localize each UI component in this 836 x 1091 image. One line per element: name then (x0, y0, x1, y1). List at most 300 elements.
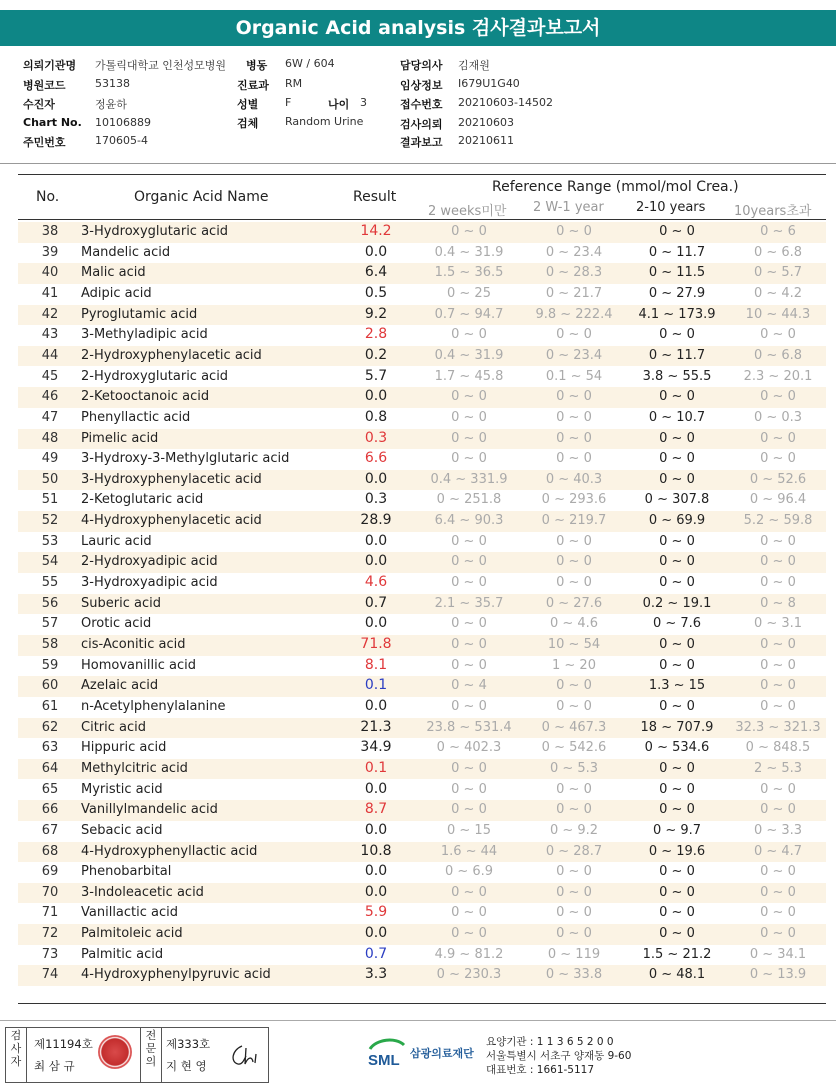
result-value: 0.0 (364, 615, 388, 632)
ref-range-10y: 0 ~ 0 (760, 451, 796, 467)
table-row (18, 842, 826, 863)
row-number: 71 (41, 905, 59, 921)
ref-range-2weeks: 1.5 ~ 36.5 (434, 265, 504, 281)
table-row (18, 945, 826, 966)
ref-range-2-10y: 0 ~ 0 (659, 905, 695, 921)
examinee-value: 정윤하 (95, 98, 127, 111)
ref-range-2-10y: 0 ~ 0 (659, 657, 695, 673)
ref-range-2-10y: 0 ~ 534.6 (644, 740, 710, 756)
result-value: 0.0 (364, 883, 388, 900)
ref-range-2weeks: 0 ~ 251.8 (436, 492, 502, 508)
acid-name: 3-Indoleacetic acid (81, 884, 204, 900)
row-number: 39 (41, 244, 59, 260)
row-number: 74 (41, 967, 59, 983)
ref-range-10y: 0 ~ 0 (760, 327, 796, 343)
table-row (18, 614, 826, 635)
row-number: 69 (41, 864, 59, 880)
chart-value: 10106889 (95, 116, 151, 129)
ref-range-10y: 0 ~ 0 (760, 864, 796, 880)
table-row (18, 305, 826, 326)
ref-range-2weeks: 0 ~ 0 (451, 451, 487, 467)
table-row (18, 821, 826, 842)
org-details (486, 1035, 631, 1077)
ref-range-2weeks: 2.1 ~ 35.7 (434, 595, 504, 611)
acid-name: Citric acid (81, 719, 146, 735)
ref-range-2-10y: 0 ~ 0 (659, 430, 695, 446)
ref-range-2-10y: 0 ~ 0 (659, 760, 695, 776)
acid-name: 4-Hydroxyphenylpyruvic acid (81, 967, 271, 983)
ref-range-2-10y: 0 ~ 0 (659, 575, 695, 591)
ref-range-2weeks: 0 ~ 0 (451, 430, 487, 446)
acid-name: 3-Hydroxyadipic acid (81, 575, 218, 591)
acid-name: Adipic acid (81, 285, 152, 301)
ref-range-10y: 10 ~ 44.3 (745, 306, 811, 322)
result-value: 9.2 (364, 305, 388, 322)
row-number: 61 (41, 698, 59, 714)
table-row (18, 346, 826, 367)
result-value: 0.0 (364, 925, 388, 942)
ref-range-2weeks: 0 ~ 0 (451, 905, 487, 921)
row-number: 48 (41, 430, 59, 446)
hospital-code-value: 53138 (95, 77, 130, 90)
ref-range-2w-1y: 1 ~ 20 (552, 657, 596, 673)
ref-range-2w-1y: 10 ~ 54 (547, 637, 601, 652)
acid-name: Lauric acid (81, 533, 152, 549)
table-row (18, 697, 826, 718)
ref-range-2-10y: 0 ~ 10.7 (648, 409, 706, 425)
ref-range-2-10y: 0 ~ 11.7 (648, 244, 706, 260)
institution-value: 가톨릭대학교 인천성모병원 (95, 59, 227, 72)
row-number: 59 (41, 657, 59, 673)
result-value: 5.9 (364, 904, 388, 921)
table-row (18, 759, 826, 780)
ref-range-10y: 0 ~ 0 (760, 533, 796, 549)
result-value: 0.3 (364, 491, 388, 508)
org-phone: 대표번호 : 1661-5117 (486, 1064, 595, 1076)
row-number: 52 (41, 513, 59, 529)
specialist-name: 지 현 영 (166, 1059, 207, 1073)
institution-label: 의뢰기관명 (23, 59, 77, 72)
ref-range-2weeks: 0 ~ 15 (447, 822, 491, 838)
ref-range-10y: 0 ~ 0 (760, 802, 796, 818)
acid-name: Sebacic acid (81, 822, 163, 838)
ref-range-2weeks: 0 ~ 0 (451, 657, 487, 673)
ref-range-2w-1y: 0 ~ 0 (556, 224, 592, 239)
ref-range-2weeks: 1.6 ~ 44 (440, 843, 498, 859)
age-label: 나이 (328, 98, 350, 111)
row-number: 49 (41, 451, 59, 467)
result-value: 0.7 (364, 594, 388, 611)
ref-range-10y: 0 ~ 52.6 (749, 471, 807, 487)
row-number: 50 (41, 471, 59, 487)
ref-range-2w-1y: 0 ~ 5.3 (549, 760, 599, 776)
acid-name: Homovanillic acid (81, 657, 196, 673)
ref-range-10y: 0 ~ 0 (760, 698, 796, 714)
examiner-label-text: 검사자 (10, 1029, 22, 1068)
ref-range-2w-1y: 9.8 ~ 222.4 (535, 306, 613, 322)
examiner-label (6, 1028, 27, 1083)
result-value: 0.0 (364, 697, 388, 714)
ref-range-2w-1y: 0 ~ 0 (556, 554, 592, 570)
report-title: Organic Acid analysis 검사결과보고서 (235, 17, 601, 39)
acid-name: cis-Aconitic acid (81, 637, 186, 652)
acid-name: 2-Ketoglutaric acid (81, 492, 204, 508)
acid-name: Pimelic acid (81, 430, 159, 446)
col-result-header: Result (353, 189, 397, 205)
result-value: 0.2 (364, 346, 388, 363)
ref-range-10y: 2.3 ~ 20.1 (743, 368, 813, 384)
ref-range-2w-1y: 0 ~ 219.7 (541, 513, 607, 529)
result-value: 0.0 (364, 470, 388, 487)
ward-value: 6W / 604 (285, 57, 335, 70)
ref-range-10y: 0 ~ 8 (760, 595, 796, 611)
ref-range-10y: 0 ~ 96.4 (749, 492, 807, 508)
result-value: 3.3 (364, 966, 388, 983)
ref-range-2weeks: 0 ~ 0 (451, 637, 487, 652)
result-value: 0.1 (364, 677, 388, 694)
row-number: 57 (41, 616, 59, 632)
examiner-number: 제11194호 (34, 1037, 93, 1051)
receipt-value: 20210603-14502 (458, 96, 553, 109)
ref-range-10y: 0 ~ 3.3 (753, 822, 803, 838)
clinical-value: I679U1G40 (458, 77, 520, 90)
ref-range-2-10y: 0.2 ~ 19.1 (642, 595, 712, 611)
result-value: 0.8 (364, 408, 388, 425)
row-number: 72 (41, 926, 59, 942)
ref-range-2w-1y: 0 ~ 0 (556, 698, 592, 714)
ref-range-2-10y: 0 ~ 9.7 (652, 822, 702, 838)
ref-range-2weeks: 0 ~ 402.3 (436, 740, 502, 756)
ref-col-2w-1y: 2 W-1 year (533, 200, 604, 215)
table-row (18, 408, 826, 429)
result-value: 0.1 (364, 759, 388, 776)
result-value: 6.4 (364, 264, 388, 281)
row-number: 70 (41, 884, 59, 900)
result-value: 6.6 (364, 450, 388, 467)
ref-range-2-10y: 0 ~ 0 (659, 554, 695, 570)
specialist-number: 제333호 (166, 1037, 211, 1051)
report-date-label: 결과보고 (400, 136, 443, 149)
ref-range-10y: 32.3 ~ 321.3 (735, 719, 821, 735)
row-number: 42 (41, 306, 59, 322)
ref-range-2-10y: 0 ~ 0 (659, 533, 695, 549)
ref-range-2weeks: 0.4 ~ 331.9 (430, 471, 508, 487)
ref-range-2w-1y: 0 ~ 0 (556, 905, 592, 921)
ref-range-2-10y: 0 ~ 11.7 (648, 347, 706, 363)
ref-range-2-10y: 0 ~ 27.9 (648, 285, 706, 301)
ref-range-2-10y: 0 ~ 0 (659, 802, 695, 818)
ref-range-2weeks: 0 ~ 4 (451, 678, 487, 694)
ref-range-2weeks: 0 ~ 0 (451, 575, 487, 591)
ref-range-10y: 0 ~ 3.1 (753, 616, 803, 632)
ref-range-2-10y: 3.8 ~ 55.5 (642, 368, 712, 384)
acid-name: Vanillylmandelic acid (81, 802, 218, 818)
ref-range-2-10y: 0 ~ 69.9 (648, 513, 706, 529)
ref-range-2w-1y: 0 ~ 0 (556, 389, 592, 405)
row-number: 41 (41, 285, 59, 301)
ref-range-10y: 0 ~ 0 (760, 554, 796, 570)
row-number: 47 (41, 409, 59, 425)
result-value: 0.0 (364, 863, 388, 880)
result-value: 8.7 (364, 801, 388, 818)
result-value: 0.3 (364, 429, 388, 446)
ref-range-2w-1y: 0 ~ 293.6 (541, 492, 607, 508)
ref-range-2-10y: 0 ~ 0 (659, 389, 695, 405)
ref-range-2w-1y: 0 ~ 0 (556, 451, 592, 467)
table-row (18, 222, 826, 243)
ref-range-2weeks: 0 ~ 0 (451, 926, 487, 942)
ref-range-10y: 0 ~ 0 (760, 657, 796, 673)
acid-name: n-Acetylphenylalanine (81, 698, 226, 714)
acid-name: 4-Hydroxyphenylacetic acid (81, 513, 262, 529)
acid-name: 4-Hydroxyphenyllactic acid (81, 843, 258, 859)
ref-range-2w-1y: 0 ~ 21.7 (545, 285, 603, 301)
ref-range-2weeks: 0 ~ 0 (451, 781, 487, 797)
ref-range-2-10y: 1.3 ~ 15 (648, 678, 706, 694)
acid-name: Phenobarbital (81, 864, 172, 880)
ref-range-2-10y: 1.5 ~ 21.2 (642, 946, 712, 962)
row-number: 45 (41, 368, 59, 384)
dept-value: RM (285, 77, 303, 90)
table-row (18, 924, 826, 945)
row-number: 68 (41, 843, 59, 859)
ref-range-2w-1y: 0 ~ 0 (556, 802, 592, 818)
ref-range-2-10y: 0 ~ 7.6 (652, 616, 702, 632)
table-row (18, 656, 826, 677)
specialist-label-text: 전문의 (145, 1029, 157, 1068)
ref-col-10y: 10years초과 (734, 204, 812, 219)
ref-range-2-10y: 0 ~ 307.8 (644, 492, 710, 508)
table-header-border (18, 219, 826, 220)
ref-range-2w-1y: 0 ~ 0 (556, 864, 592, 880)
acid-name: Vanillactic acid (81, 905, 179, 921)
result-value: 0.0 (364, 780, 388, 797)
table-row (18, 594, 826, 615)
report-date-value: 20210611 (458, 134, 514, 147)
table-row (18, 532, 826, 553)
result-value: 4.6 (364, 574, 388, 591)
ref-range-2-10y: 0 ~ 19.6 (648, 843, 706, 859)
ref-range-10y: 0 ~ 4.7 (753, 843, 803, 859)
acid-name: 3-Hydroxy-3-Methylglutaric acid (81, 451, 290, 467)
ref-range-2-10y: 0 ~ 0 (659, 781, 695, 797)
ref-range-2w-1y: 0 ~ 0 (556, 409, 592, 425)
table-row (18, 367, 826, 388)
result-value: 0.0 (364, 821, 388, 838)
acid-name: Myristic acid (81, 781, 163, 797)
sml-logo-text: SML (368, 1052, 400, 1069)
chart-label: Chart No. (23, 116, 82, 129)
table-row (18, 552, 826, 573)
table-row (18, 780, 826, 801)
ref-range-2w-1y: 0 ~ 4.6 (549, 616, 599, 632)
table-row (18, 965, 826, 986)
ref-range-2weeks: 0.4 ~ 31.9 (434, 244, 504, 260)
row-number: 64 (41, 760, 59, 776)
ref-range-10y: 0 ~ 0 (760, 926, 796, 942)
table-row (18, 862, 826, 883)
table-row (18, 243, 826, 264)
ref-range-2w-1y: 0 ~ 28.3 (545, 265, 603, 281)
acid-name: Methylcitric acid (81, 760, 188, 776)
result-value: 2.8 (364, 326, 388, 343)
ref-range-2w-1y: 0 ~ 119 (547, 946, 601, 962)
ref-range-10y: 0 ~ 13.9 (749, 967, 807, 983)
org-name: 삼광의료재단 (410, 1047, 474, 1060)
ref-range-2w-1y: 0 ~ 0 (556, 430, 592, 446)
ref-col-2-10y: 2-10 years (636, 200, 706, 215)
acid-name: Suberic acid (81, 595, 161, 611)
ref-range-10y: 0 ~ 848.5 (745, 740, 811, 756)
ref-range-2-10y: 0 ~ 48.1 (648, 967, 706, 983)
signature-box (5, 1027, 269, 1083)
sml-logo-icon (366, 1035, 408, 1071)
result-value: 10.8 (360, 842, 392, 859)
table-row (18, 490, 826, 511)
examiner-seal-icon (98, 1035, 132, 1069)
specialist-label (140, 1028, 162, 1083)
ref-range-10y: 0 ~ 0 (760, 430, 796, 446)
ref-range-2-10y: 0 ~ 0 (659, 637, 695, 652)
result-value: 0.0 (364, 532, 388, 549)
row-number: 73 (41, 946, 59, 962)
table-row (18, 263, 826, 284)
ref-range-2-10y: 0 ~ 0 (659, 884, 695, 900)
acid-name: 3-Hydroxyglutaric acid (81, 224, 229, 239)
ref-range-2w-1y: 0 ~ 28.7 (545, 843, 603, 859)
row-number: 62 (41, 719, 59, 735)
ref-range-2w-1y: 0 ~ 467.3 (541, 719, 607, 735)
footer-divider (0, 1020, 836, 1021)
table-row (18, 738, 826, 759)
result-value: 71.8 (360, 636, 392, 652)
table-row (18, 429, 826, 450)
row-number: 65 (41, 781, 59, 797)
ref-range-2weeks: 0 ~ 0 (451, 802, 487, 818)
col-no-header: No. (36, 189, 60, 205)
ref-range-10y: 0 ~ 34.1 (749, 946, 807, 962)
row-number: 38 (41, 224, 59, 239)
acid-name: Malic acid (81, 265, 146, 281)
ref-range-2w-1y: 0 ~ 33.8 (545, 967, 603, 983)
acid-name: Mandelic acid (81, 244, 171, 260)
id-value: 170605-4 (95, 134, 148, 147)
ref-range-2weeks: 0 ~ 0 (451, 389, 487, 405)
acid-name: Palmitic acid (81, 946, 164, 962)
ref-range-2weeks: 0 ~ 0 (451, 327, 487, 343)
table-row (18, 449, 826, 470)
table-bottom-border (18, 1003, 826, 1004)
row-number: 46 (41, 389, 59, 405)
ref-range-10y: 0 ~ 5.7 (753, 265, 803, 281)
result-value: 0.0 (364, 553, 388, 570)
result-value: 5.7 (364, 367, 388, 384)
ref-range-10y: 0 ~ 6 (760, 224, 796, 239)
row-number: 53 (41, 533, 59, 549)
table-row (18, 903, 826, 924)
result-value: 0.5 (364, 284, 388, 301)
ref-range-2w-1y: 0 ~ 0 (556, 884, 592, 900)
row-number: 60 (41, 678, 59, 694)
ref-range-2w-1y: 0 ~ 27.6 (545, 595, 603, 611)
info-divider (0, 163, 836, 164)
ref-range-10y: 5.2 ~ 59.8 (743, 513, 813, 529)
col-name-header: Organic Acid Name (134, 189, 269, 205)
table-row (18, 676, 826, 697)
signature-icon (228, 1042, 262, 1070)
receipt-label: 접수번호 (400, 98, 443, 111)
request-label: 검사의뢰 (400, 118, 443, 131)
ref-range-2-10y: 0 ~ 0 (659, 698, 695, 714)
ref-range-2w-1y: 0 ~ 0 (556, 926, 592, 942)
result-value: 21.3 (360, 718, 392, 735)
result-value: 14.2 (360, 223, 392, 239)
ref-range-2-10y: 0 ~ 0 (659, 224, 695, 239)
ref-range-2weeks: 0 ~ 0 (451, 760, 487, 776)
result-value: 8.1 (364, 656, 388, 673)
row-number: 66 (41, 802, 59, 818)
ref-range-2-10y: 4.1 ~ 173.9 (638, 306, 716, 322)
ref-range-10y: 0 ~ 0.3 (753, 409, 803, 425)
row-number: 54 (41, 554, 59, 570)
ref-range-2-10y: 0 ~ 0 (659, 451, 695, 467)
table-row (18, 470, 826, 491)
ref-range-2weeks: 0 ~ 0 (451, 533, 487, 549)
ref-range-2-10y: 0 ~ 0 (659, 471, 695, 487)
ref-range-2weeks: 0 ~ 0 (451, 224, 487, 239)
org-code: 요양기관 : 1 1 3 6 5 2 0 0 (486, 1036, 614, 1048)
result-value: 34.9 (360, 739, 392, 756)
table-row (18, 284, 826, 305)
table-row (18, 325, 826, 346)
ref-range-2weeks: 23.8 ~ 531.4 (426, 719, 512, 735)
row-number: 67 (41, 822, 59, 838)
acid-name: Palmitoleic acid (81, 926, 183, 942)
ref-range-2weeks: 0 ~ 0 (451, 554, 487, 570)
ref-range-2weeks: 0 ~ 0 (451, 884, 487, 900)
ref-range-2weeks: 0.7 ~ 94.7 (434, 306, 504, 322)
row-number: 58 (41, 637, 59, 652)
ref-range-2weeks: 0 ~ 0 (451, 698, 487, 714)
table-row (18, 511, 826, 532)
ref-range-2weeks: 0 ~ 25 (447, 285, 491, 301)
ref-range-2weeks: 4.9 ~ 81.2 (434, 946, 504, 962)
ward-label: 병동 (246, 59, 268, 72)
row-number: 44 (41, 347, 59, 363)
ref-range-10y: 0 ~ 0 (760, 678, 796, 694)
row-number: 43 (41, 327, 59, 343)
specimen-value: Random Urine (285, 115, 364, 128)
ref-range-2-10y: 0 ~ 11.5 (648, 265, 706, 281)
ref-range-10y: 2 ~ 5.3 (753, 760, 803, 776)
acid-name: 2-Ketooctanoic acid (81, 389, 210, 405)
sex-label: 성별 (237, 98, 259, 111)
ref-range-2weeks: 1.7 ~ 45.8 (434, 368, 504, 384)
ref-range-2w-1y: 0 ~ 542.6 (541, 740, 607, 756)
result-value: 28.9 (360, 512, 392, 529)
acid-name: Orotic acid (81, 616, 152, 632)
ref-range-10y: 0 ~ 0 (760, 781, 796, 797)
ref-range-10y: 0 ~ 6.8 (753, 244, 803, 260)
ref-range-10y: 0 ~ 0 (760, 389, 796, 405)
ref-range-2weeks: 0 ~ 6.9 (444, 864, 494, 880)
doctor-value: 김재원 (458, 59, 490, 72)
acid-name: 2-Hydroxyglutaric acid (81, 368, 229, 384)
row-number: 56 (41, 595, 59, 611)
ref-range-2w-1y: 0 ~ 9.2 (549, 822, 599, 838)
ref-range-10y: 0 ~ 0 (760, 575, 796, 591)
ref-range-2weeks: 0 ~ 0 (451, 616, 487, 632)
